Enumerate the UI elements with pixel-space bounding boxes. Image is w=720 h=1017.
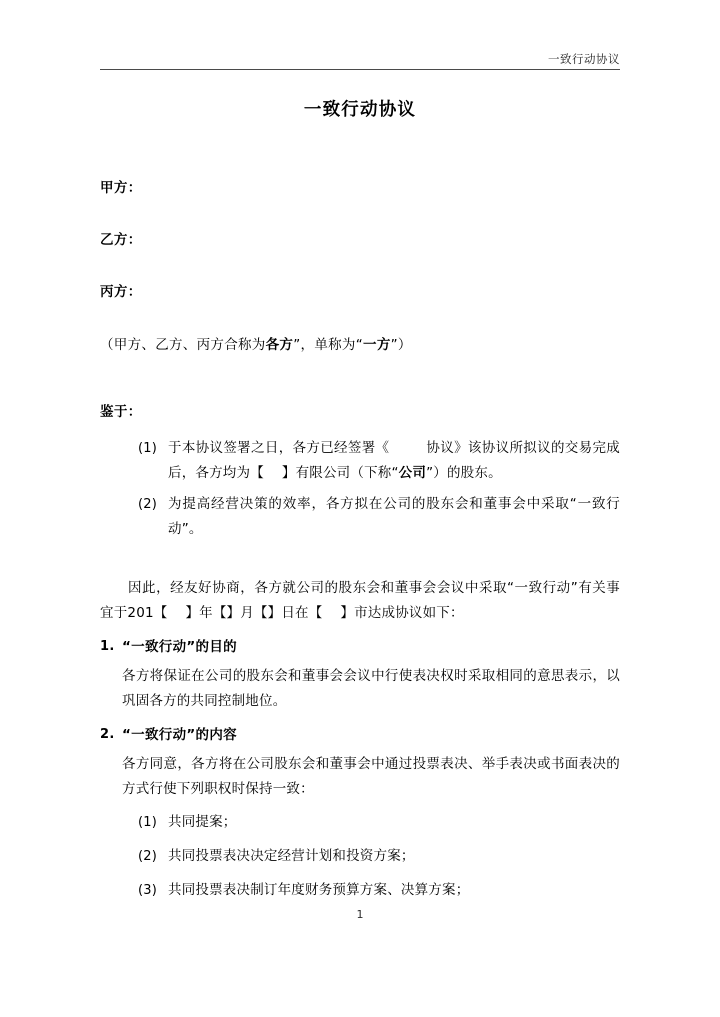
section-2-sub-list [100,810,620,903]
single-quote-open: “ [355,337,364,353]
lead-paragraph-blank-city [322,605,340,621]
whereas-item-1-text-part4: ”）的股东。 [426,465,502,481]
whereas-item-1-blank-agreement-name [389,440,426,456]
section-2-body: 各方同意，各方将在公司股东会和董事会中通过投票表决、举手表决或书面表决的方式行使下列职权时保持一致： [122,756,620,797]
single-quote-close: ” [390,337,398,353]
whereas-item-2-text: 为提高经营决策的效率，各方拟在公司的股东会和董事会中采取“一致行动”。 [168,496,620,537]
whereas-item-1-blank-company-name [264,465,282,481]
whereas-list [100,436,620,542]
document-body [100,96,620,912]
whereas-item-2-marker: (2) [138,497,158,512]
section-2-sub-item-2 [122,844,620,869]
whereas-item-1 [100,436,620,486]
lead-paragraph-part3: 】市达成协议如下： [340,605,464,621]
section-1-heading-text: “一致行动”的目的 [122,639,237,655]
section-2-sub-item-1-text: 共同提案； [168,814,237,830]
section-2 [100,722,620,903]
collective-suffix: ） [397,337,412,353]
party-c-label: 丙方： [100,284,142,300]
section-2-sub-item-3 [122,878,620,903]
lead-paragraph-part2: 】年【】月【】日在【 [185,605,323,621]
collective-quote-close: ” [293,337,301,353]
lead-paragraph [100,576,620,626]
lead-paragraph-part1: 因此，经友好协商，各方就公司的股东会和董事会会议中采取“一致行动”有关事宜于201【 [100,580,620,621]
section-2-sub-item-2-marker: (2) [138,849,158,864]
whereas-item-1-text-part2: 协议》该协议所拟议的交易完成后，各方均为【 [168,440,620,481]
section-2-heading-text: “一致行动”的内容 [122,727,237,743]
whereas-item-1-bold-company: 公司 [398,465,427,481]
collective-prefix: （甲方、乙方、丙方合称为 [100,337,266,353]
section-2-number: 2. [100,727,115,742]
section-2-sub-item-1-marker: (1) [138,815,158,830]
party-b-label: 乙方： [100,232,142,248]
collective-middle: ，单称为 [300,337,356,353]
section-2-sub-item-1 [122,810,620,835]
whereas-item-2 [100,492,620,542]
section-2-heading [100,722,620,748]
section-2-sub-item-2-text: 共同投票表决决定经营计划和投资方案； [168,848,415,864]
single-term: 一方 [363,337,391,353]
section-1-heading [100,634,620,660]
running-header-text: 一致行动协议 [548,52,620,66]
section-1 [100,634,620,714]
whereas-item-1-text-part1: 于本协议签署之日，各方已经签署《 [168,440,390,456]
running-header [100,44,620,70]
collective-term: 各方 [265,337,294,353]
section-2-sub-item-3-marker: (3) [138,883,158,898]
collective-definition-line [100,334,620,356]
whereas-item-1-marker: (1) [138,441,158,456]
section-1-body: 各方将保证在公司的股东会和董事会会议中行使表决权时采取相同的意思表示，以巩固各方的共同控制地位。 [122,668,620,709]
whereas-heading: 鉴于： [100,404,142,420]
lead-paragraph-blank-year [167,605,185,621]
section-1-number: 1. [100,639,115,654]
whereas-item-1-text-part3: 】有限公司（下称“ [281,465,399,481]
page-number: 1 [356,908,364,921]
page-title: 一致行动协议 [303,100,417,120]
section-2-sub-item-3-text: 共同投票表决制订年度财务预算方案、决算方案； [168,882,470,898]
party-a-label: 甲方： [100,180,142,196]
